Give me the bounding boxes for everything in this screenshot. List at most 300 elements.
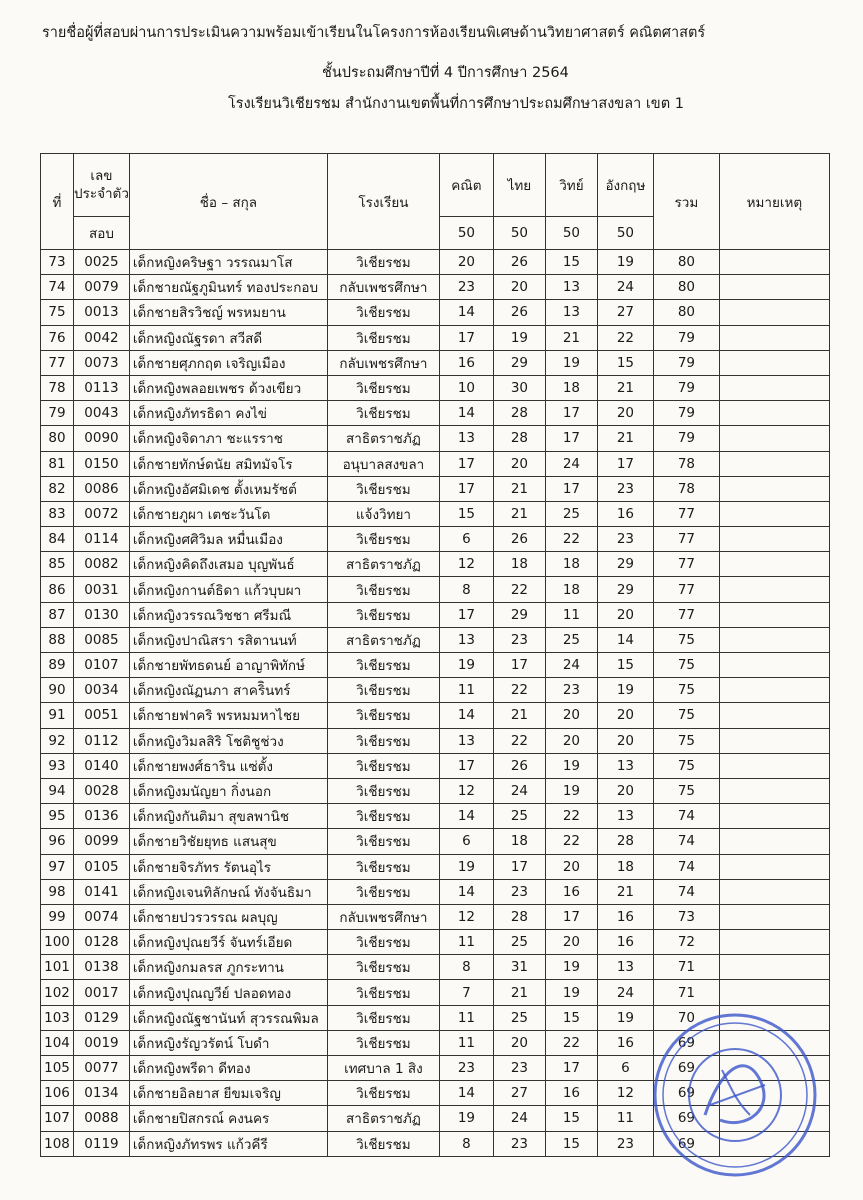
grade-year-line: ชั้นประถมศึกษาปีที่ 4 ปีการศึกษา 2564 <box>322 65 569 81</box>
cell-science: 20 <box>545 703 597 728</box>
cell-total: 79 <box>653 375 719 400</box>
cell-english: 16 <box>597 501 653 526</box>
cell-science: 19 <box>545 753 597 778</box>
cell-exam-id: 0082 <box>74 552 130 577</box>
cell-english: 22 <box>597 325 653 350</box>
table-row <box>41 829 830 854</box>
cell-name: เด็กชายณัฐภูมินทร์ ทองประกอบ <box>129 275 327 300</box>
cell-thai: 29 <box>493 350 545 375</box>
cell-math: 7 <box>439 980 493 1005</box>
cell-math: 12 <box>439 552 493 577</box>
cell-english: 12 <box>597 1081 653 1106</box>
cell-math: 11 <box>439 1030 493 1055</box>
cell-total: 77 <box>653 527 719 552</box>
cell-school: สาธิตราชภัฏ <box>327 1106 439 1131</box>
cell-science: 21 <box>545 325 597 350</box>
cell-name: เด็กหญิงกันติมา สุขลพานิช <box>129 804 327 829</box>
table-row <box>41 653 830 678</box>
cell-science: 22 <box>545 829 597 854</box>
cell-note <box>719 703 829 728</box>
cell-total: 70 <box>653 1005 719 1030</box>
header-exam-id-line1: เลข <box>90 168 113 184</box>
cell-exam-id: 0113 <box>74 375 130 400</box>
cell-note <box>719 300 829 325</box>
cell-no: 106 <box>41 1081 74 1106</box>
cell-note <box>719 653 829 678</box>
cell-english: 21 <box>597 426 653 451</box>
cell-name: เด็กหญิงวรรณวิชชา ศรีมณี <box>129 602 327 627</box>
cell-science: 24 <box>545 451 597 476</box>
cell-school: วิเชียรชม <box>327 778 439 803</box>
cell-no: 108 <box>41 1131 74 1156</box>
cell-school: วิเชียรชม <box>327 325 439 350</box>
cell-english: 19 <box>597 1005 653 1030</box>
cell-name: เด็กหญิงอัศมิเดช ตั้งเหมรัชต์ <box>129 476 327 501</box>
cell-exam-id: 0028 <box>74 778 130 803</box>
cell-note <box>719 1056 829 1081</box>
cell-school: สาธิตราชภัฏ <box>327 627 439 652</box>
cell-no: 97 <box>41 854 74 879</box>
cell-exam-id: 0013 <box>74 300 130 325</box>
cell-exam-id: 0128 <box>74 930 130 955</box>
cell-thai: 22 <box>493 678 545 703</box>
header-exam-id-line2: ประจำตัว <box>74 186 129 202</box>
cell-school: วิเชียรชม <box>327 955 439 980</box>
cell-math: 13 <box>439 627 493 652</box>
cell-note <box>719 678 829 703</box>
cell-name: เด็กหญิงรัญวรัตน์ โบดำ <box>129 1030 327 1055</box>
cell-name: เด็กชายภูผา เตชะวันโต <box>129 501 327 526</box>
cell-no: 76 <box>41 325 74 350</box>
cell-thai: 19 <box>493 325 545 350</box>
cell-math: 14 <box>439 1081 493 1106</box>
cell-total: 72 <box>653 930 719 955</box>
cell-exam-id: 0130 <box>74 602 130 627</box>
cell-school: สาธิตราชภัฏ <box>327 552 439 577</box>
cell-name: เด็กหญิงพลอยเพชร ด้วงเขียว <box>129 375 327 400</box>
cell-exam-id: 0136 <box>74 804 130 829</box>
cell-math: 16 <box>439 350 493 375</box>
cell-english: 20 <box>597 703 653 728</box>
cell-name: เด็กหญิงเจนทิลักษณ์ ทังจันธิมา <box>129 879 327 904</box>
cell-school: วิเชียรชม <box>327 577 439 602</box>
table-row <box>41 426 830 451</box>
cell-exam-id: 0074 <box>74 904 130 929</box>
cell-thai: 28 <box>493 904 545 929</box>
cell-school: วิเชียรชม <box>327 703 439 728</box>
header-math: คณิต <box>439 154 493 217</box>
cell-school: วิเชียรชม <box>327 602 439 627</box>
cell-english: 28 <box>597 829 653 854</box>
cell-no: 74 <box>41 275 74 300</box>
cell-name: เด็กหญิงปาณิสรา รสิตานนท์ <box>129 627 327 652</box>
cell-exam-id: 0086 <box>74 476 130 501</box>
cell-note <box>719 1131 829 1156</box>
cell-science: 17 <box>545 1056 597 1081</box>
cell-english: 24 <box>597 275 653 300</box>
cell-exam-id: 0112 <box>74 728 130 753</box>
cell-math: 23 <box>439 275 493 300</box>
cell-name: เด็กหญิงคิดถึงเสมอ บุญพันธ์ <box>129 552 327 577</box>
cell-exam-id: 0105 <box>74 854 130 879</box>
cell-thai: 18 <box>493 829 545 854</box>
cell-math: 6 <box>439 829 493 854</box>
cell-no: 90 <box>41 678 74 703</box>
cell-no: 82 <box>41 476 74 501</box>
cell-thai: 26 <box>493 300 545 325</box>
cell-no: 105 <box>41 1056 74 1081</box>
cell-name: เด็กหญิงกานต์ธิดา แก้วบุบผา <box>129 577 327 602</box>
cell-exam-id: 0019 <box>74 1030 130 1055</box>
cell-name: เด็กหญิงจิดาภา ชะแรราช <box>129 426 327 451</box>
cell-science: 20 <box>545 728 597 753</box>
cell-no: 87 <box>41 602 74 627</box>
table-row <box>41 325 830 350</box>
cell-no: 107 <box>41 1106 74 1131</box>
cell-note <box>719 1030 829 1055</box>
cell-no: 93 <box>41 753 74 778</box>
cell-note <box>719 350 829 375</box>
cell-thai: 17 <box>493 653 545 678</box>
cell-total: 75 <box>653 653 719 678</box>
cell-math: 6 <box>439 527 493 552</box>
cell-science: 24 <box>545 653 597 678</box>
cell-exam-id: 0043 <box>74 401 130 426</box>
cell-english: 6 <box>597 1056 653 1081</box>
cell-note <box>719 1005 829 1030</box>
cell-thai: 23 <box>493 879 545 904</box>
cell-name: เด็กหญิงภัทรพร แก้วคีรี <box>129 1131 327 1156</box>
cell-thai: 23 <box>493 1131 545 1156</box>
table-row <box>41 476 830 501</box>
cell-note <box>719 1106 829 1131</box>
cell-english: 13 <box>597 804 653 829</box>
cell-school: สาธิตราชภัฏ <box>327 426 439 451</box>
max-score-science: 50 <box>545 217 597 250</box>
cell-school: วิเชียรชม <box>327 1131 439 1156</box>
cell-total: 79 <box>653 426 719 451</box>
cell-exam-id: 0099 <box>74 829 130 854</box>
cell-note <box>719 476 829 501</box>
cell-name: เด็กชายฟาคริ พรหมมหาไชย <box>129 703 327 728</box>
cell-science: 20 <box>545 930 597 955</box>
cell-exam-id: 0114 <box>74 527 130 552</box>
cell-school: กลับเพชรศึกษา <box>327 904 439 929</box>
cell-note <box>719 980 829 1005</box>
table-row <box>41 930 830 955</box>
cell-english: 14 <box>597 627 653 652</box>
cell-science: 18 <box>545 577 597 602</box>
table-row <box>41 980 830 1005</box>
cell-no: 98 <box>41 879 74 904</box>
cell-science: 13 <box>545 275 597 300</box>
table-row <box>41 300 830 325</box>
cell-note <box>719 778 829 803</box>
cell-thai: 25 <box>493 804 545 829</box>
cell-english: 16 <box>597 1030 653 1055</box>
cell-math: 19 <box>439 854 493 879</box>
cell-science: 18 <box>545 552 597 577</box>
cell-math: 11 <box>439 1005 493 1030</box>
cell-no: 77 <box>41 350 74 375</box>
cell-science: 19 <box>545 778 597 803</box>
cell-exam-id: 0042 <box>74 325 130 350</box>
cell-no: 73 <box>41 250 74 275</box>
cell-exam-id: 0051 <box>74 703 130 728</box>
header-name: ชื่อ – สกุล <box>129 154 327 250</box>
cell-note <box>719 955 829 980</box>
table-row <box>41 250 830 275</box>
cell-math: 19 <box>439 653 493 678</box>
cell-school: วิเชียรชม <box>327 1030 439 1055</box>
table-row <box>41 552 830 577</box>
cell-name: เด็กหญิงศศิวิมล หมื่นเมือง <box>129 527 327 552</box>
cell-note <box>719 275 829 300</box>
cell-english: 23 <box>597 1131 653 1156</box>
cell-total: 69 <box>653 1106 719 1131</box>
cell-science: 22 <box>545 527 597 552</box>
header-exam-id-line3: สอบ <box>74 217 130 250</box>
cell-school: วิเชียรชม <box>327 250 439 275</box>
cell-thai: 29 <box>493 602 545 627</box>
cell-total: 71 <box>653 980 719 1005</box>
cell-english: 16 <box>597 930 653 955</box>
cell-name: เด็กชายจิรภัทร รัตนอุไร <box>129 854 327 879</box>
cell-thai: 23 <box>493 627 545 652</box>
cell-no: 88 <box>41 627 74 652</box>
cell-name: เด็กชายปวรวรรณ ผลบุญ <box>129 904 327 929</box>
cell-math: 20 <box>439 250 493 275</box>
cell-english: 23 <box>597 476 653 501</box>
cell-name: เด็กหญิงปุณยวีร์ จันทร์เอียด <box>129 930 327 955</box>
cell-math: 8 <box>439 577 493 602</box>
cell-science: 15 <box>545 1106 597 1131</box>
cell-english: 23 <box>597 527 653 552</box>
cell-math: 11 <box>439 678 493 703</box>
cell-science: 25 <box>545 627 597 652</box>
cell-no: 83 <box>41 501 74 526</box>
cell-total: 69 <box>653 1081 719 1106</box>
cell-exam-id: 0119 <box>74 1131 130 1156</box>
cell-exam-id: 0138 <box>74 955 130 980</box>
table-row <box>41 804 830 829</box>
cell-science: 25 <box>545 501 597 526</box>
cell-english: 18 <box>597 854 653 879</box>
cell-school: วิเชียรชม <box>327 476 439 501</box>
cell-no: 101 <box>41 955 74 980</box>
table-row <box>41 451 830 476</box>
cell-no: 81 <box>41 451 74 476</box>
cell-science: 13 <box>545 300 597 325</box>
cell-thai: 20 <box>493 451 545 476</box>
header-science: วิทย์ <box>545 154 597 217</box>
cell-school: วิเชียรชม <box>327 728 439 753</box>
cell-exam-id: 0034 <box>74 678 130 703</box>
cell-math: 17 <box>439 753 493 778</box>
cell-note <box>719 501 829 526</box>
cell-total: 80 <box>653 300 719 325</box>
cell-total: 77 <box>653 552 719 577</box>
cell-school: เทศบาล 1 สิง <box>327 1056 439 1081</box>
cell-name: เด็กหญิงกมลรส ภูกระทาน <box>129 955 327 980</box>
cell-name: เด็กหญิงภัทรธิดา คงไข่ <box>129 401 327 426</box>
cell-thai: 23 <box>493 1056 545 1081</box>
cell-exam-id: 0140 <box>74 753 130 778</box>
cell-note <box>719 250 829 275</box>
cell-name: เด็กชายปิสกรณ์ คงนคร <box>129 1106 327 1131</box>
cell-thai: 22 <box>493 577 545 602</box>
cell-math: 19 <box>439 1106 493 1131</box>
cell-thai: 24 <box>493 1106 545 1131</box>
max-score-english: 50 <box>597 217 653 250</box>
cell-english: 11 <box>597 1106 653 1131</box>
cell-thai: 18 <box>493 552 545 577</box>
cell-total: 78 <box>653 451 719 476</box>
cell-no: 79 <box>41 401 74 426</box>
cell-name: เด็กชายสิรวิชญ์ พรหมยาน <box>129 300 327 325</box>
cell-name: เด็กหญิงณัฐชานันท์ สุวรรณพิมล <box>129 1005 327 1030</box>
cell-total: 79 <box>653 350 719 375</box>
cell-science: 19 <box>545 350 597 375</box>
cell-exam-id: 0141 <box>74 879 130 904</box>
cell-total: 78 <box>653 476 719 501</box>
cell-total: 69 <box>653 1131 719 1156</box>
cell-math: 14 <box>439 300 493 325</box>
cell-science: 16 <box>545 879 597 904</box>
cell-science: 19 <box>545 955 597 980</box>
cell-thai: 31 <box>493 955 545 980</box>
cell-name: เด็กชายพงศ์ธาริน แซ่ตั้ง <box>129 753 327 778</box>
table-row <box>41 375 830 400</box>
cell-science: 16 <box>545 1081 597 1106</box>
cell-math: 17 <box>439 451 493 476</box>
cell-note <box>719 904 829 929</box>
table-row <box>41 275 830 300</box>
cell-total: 69 <box>653 1056 719 1081</box>
cell-note <box>719 854 829 879</box>
cell-no: 85 <box>41 552 74 577</box>
cell-no: 86 <box>41 577 74 602</box>
cell-total: 75 <box>653 627 719 652</box>
cell-note <box>719 375 829 400</box>
cell-english: 20 <box>597 778 653 803</box>
cell-total: 74 <box>653 879 719 904</box>
cell-science: 22 <box>545 1030 597 1055</box>
table-row <box>41 1106 830 1131</box>
cell-thai: 30 <box>493 375 545 400</box>
cell-exam-id: 0079 <box>74 275 130 300</box>
cell-total: 73 <box>653 904 719 929</box>
cell-no: 80 <box>41 426 74 451</box>
table-row <box>41 778 830 803</box>
cell-english: 19 <box>597 678 653 703</box>
cell-no: 103 <box>41 1005 74 1030</box>
document-title: รายชื่อผู้ที่สอบผ่านการประเมินความพร้อมเข้าเรียนในโครงการห้องเรียนพิเศษด้านวิทยาศาสตร์ คณิตศาสตร์ <box>42 25 706 41</box>
cell-math: 12 <box>439 778 493 803</box>
cell-no: 102 <box>41 980 74 1005</box>
cell-total: 75 <box>653 778 719 803</box>
cell-english: 20 <box>597 602 653 627</box>
cell-science: 17 <box>545 476 597 501</box>
score-table-body <box>41 250 830 1157</box>
max-score-math: 50 <box>439 217 493 250</box>
cell-science: 23 <box>545 678 597 703</box>
table-row <box>41 955 830 980</box>
cell-note <box>719 325 829 350</box>
cell-english: 20 <box>597 728 653 753</box>
max-score-thai: 50 <box>493 217 545 250</box>
cell-school: อนุบาลสงขลา <box>327 451 439 476</box>
cell-thai: 21 <box>493 980 545 1005</box>
cell-math: 8 <box>439 1131 493 1156</box>
cell-science: 17 <box>545 401 597 426</box>
cell-school: วิเชียรชม <box>327 375 439 400</box>
cell-math: 14 <box>439 879 493 904</box>
cell-note <box>719 577 829 602</box>
cell-math: 13 <box>439 426 493 451</box>
header-thai: ไทย <box>493 154 545 217</box>
cell-note <box>719 451 829 476</box>
cell-note <box>719 879 829 904</box>
cell-science: 20 <box>545 854 597 879</box>
cell-name: เด็กหญิงมนัญยา กิ่งนอก <box>129 778 327 803</box>
cell-school: วิเชียรชม <box>327 879 439 904</box>
table-row <box>41 1005 830 1030</box>
table-row <box>41 1056 830 1081</box>
cell-exam-id: 0150 <box>74 451 130 476</box>
cell-math: 12 <box>439 904 493 929</box>
cell-english: 13 <box>597 753 653 778</box>
cell-total: 75 <box>653 703 719 728</box>
cell-exam-id: 0073 <box>74 350 130 375</box>
cell-english: 15 <box>597 653 653 678</box>
cell-school: กลับเพชรศึกษา <box>327 275 439 300</box>
table-row <box>41 577 830 602</box>
cell-note <box>719 602 829 627</box>
cell-name: เด็กชายวิชัยยุทธ แสนสุข <box>129 829 327 854</box>
cell-english: 29 <box>597 552 653 577</box>
cell-thai: 26 <box>493 250 545 275</box>
cell-english: 16 <box>597 904 653 929</box>
cell-exam-id: 0017 <box>74 980 130 1005</box>
table-row <box>41 401 830 426</box>
cell-no: 92 <box>41 728 74 753</box>
cell-english: 27 <box>597 300 653 325</box>
cell-school: วิเชียรชม <box>327 1005 439 1030</box>
cell-note <box>719 627 829 652</box>
cell-thai: 28 <box>493 426 545 451</box>
table-row <box>41 1081 830 1106</box>
cell-exam-id: 0031 <box>74 577 130 602</box>
cell-math: 23 <box>439 1056 493 1081</box>
cell-thai: 21 <box>493 501 545 526</box>
cell-note <box>719 829 829 854</box>
cell-note <box>719 552 829 577</box>
cell-thai: 20 <box>493 275 545 300</box>
table-row <box>41 602 830 627</box>
cell-name: เด็กชายทักษ์ดนัย สมิทมัจโร <box>129 451 327 476</box>
cell-thai: 24 <box>493 778 545 803</box>
cell-school: วิเชียรชม <box>327 980 439 1005</box>
header-no: ที่ <box>41 154 74 250</box>
cell-science: 15 <box>545 1005 597 1030</box>
score-table <box>40 153 830 1157</box>
cell-name: เด็กหญิงปุณญวีย์ ปลอดทอง <box>129 980 327 1005</box>
cell-total: 74 <box>653 804 719 829</box>
cell-total: 75 <box>653 753 719 778</box>
cell-math: 13 <box>439 728 493 753</box>
cell-name: เด็กหญิงณัฐรดา สวีสดี <box>129 325 327 350</box>
